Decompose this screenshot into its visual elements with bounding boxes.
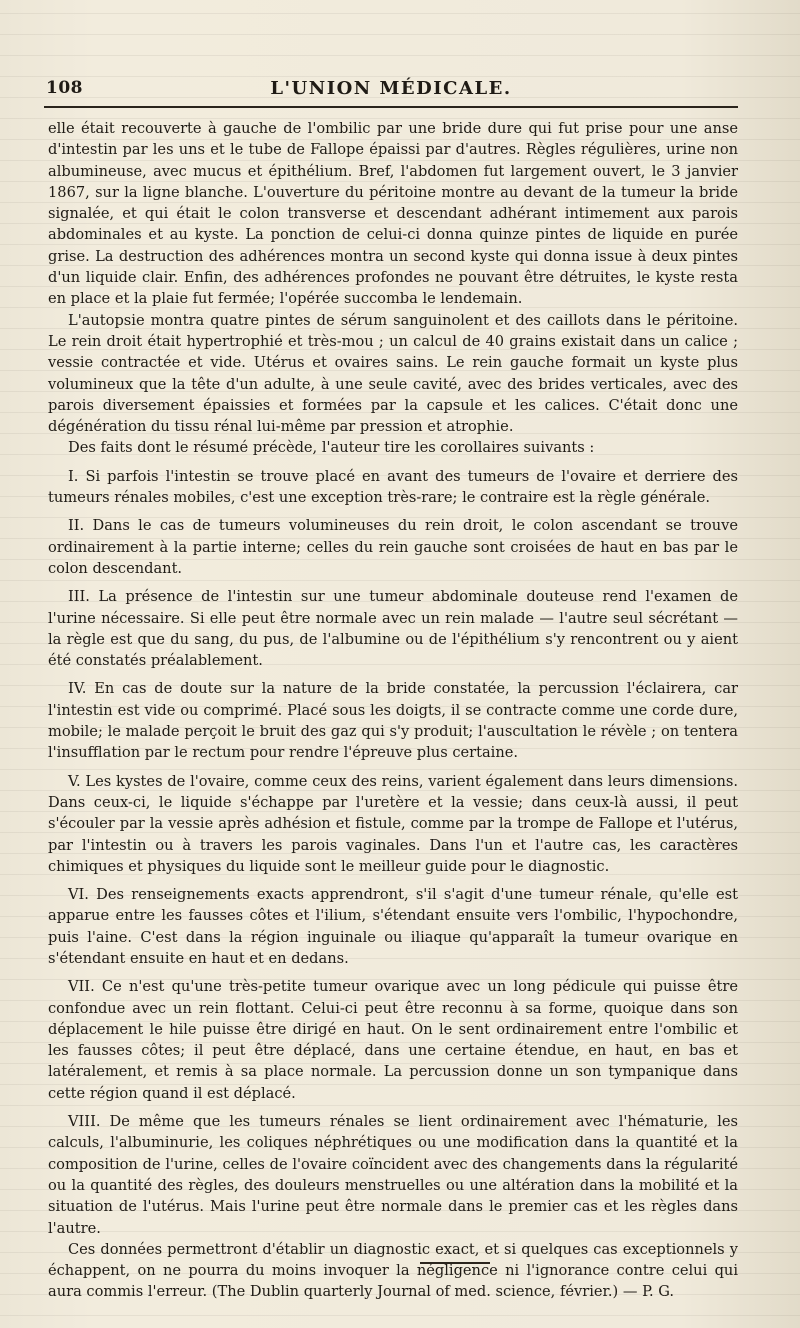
corollary-4: IV. En cas de doute sur la nature de la bride constatée, la percussion l'éclairera, car l'intestin est vide ou comprimé. Placé sous les doigts, il se contracte comme une corde dure, mobile; le malade perçoit le bruit des gaz qui s'y produit; l'auscultation le révèle ; on tentera l'insufflation par le rectum pour rendre l'épreuve plus certaine. [48,680,738,762]
running-header [44,76,738,108]
paragraph-conclusion: Ces données permettront d'établir un diagnostic exact, et si quelques cas exceptionnels y échappent, on ne pourra du moins invoquer la négligence ni l'ignorance contre celui qui aura commis l'erreur. (The Dublin quarterly Journal of med. science, février.) — P. G. [48,1240,738,1301]
paragraph-autopsy: L'autopsie montra quatre pintes de sérum sanguinolent et des caillots dans le péritoine. Le rein droit était hypertrophié et très-mou ; un calcul de 40 grains existait dans un calice ; vessie contractée et vide. Utérus et ovaires sains. Le rein gauche formait un kyste plus volumineux que la tête d'un adulte, à une seule cavité, avec des brides verticales, avec des parois diversement épaissies et formées par la capsule et les calices. C'était donc une dégénération du tissu rénal lui-même par pression et atrophie. [48,311,738,436]
corollary-2: II. Dans le cas de tumeurs volumineuses du rein droit, le colon ascendant se trouve ordinairement à la partie interne; celles du rein gauche sont croisées de haut en bas par le colon descendant. [48,517,738,577]
paragraph-case-description: elle était recouverte à gauche de l'ombilic par une bride dure qui fut prise pour une anse d'intestin par les uns et le tube de Fallope épaissi par d'autres. Règles régulières, urine non albumineuse, avec mucus et épithélium. Bref, l'abdomen fut largement ouvert, le 3 janvier 1867, sur la ligne blanche. L'ouverture du péritoine montre au devant de la tumeur la bride signalée, et qui était le colon transverse et descendant adhérant intimement aux parois abdominales et au kyste. La ponction de celui-ci donna quinze pintes de liquide en purée grise. La destruction des adhérences montra un second kyste qui donna issue à deux pintes d'un liquide clair. Enfin, des adhérences profondes ne pouvant être détruites, le kyste resta en place et la plaie fut fermée; l'opérée succomba le lendemain. [48,120,738,308]
paragraph-corollaries-intro: Des faits dont le résumé précède, l'auteur tire les corollaires suivants : [68,439,595,457]
corollary-8: VIII. De même que les tumeurs rénales se lient ordinairement avec l'hématurie, les calculs, l'albuminurie, les coliques néphrétiques ou une modification dans la quantité et la composition de l'urine, celles de l'ovaire coïncident avec des changements dans la régularité ou la quantité des règles, des douleurs menstruelles ou une altération dans la mobilité et la situation de l'utérus. Mais l'urine peut être normale dans le premier cas et les règles dans l'autre. [48,1113,738,1237]
corollary-3: III. La présence de l'intestin sur une tumeur abdominale douteuse rend l'examen de l'urine nécessaire. Si elle peut être normale avec un rein malade — l'autre seul sécrétant — la règle est que du sang, du pus, de l'albumine ou de l'épithélium s'y rencontrent ou y aient été constatés préalablement. [48,588,738,670]
article-body [48,118,738,1303]
running-title: L'UNION MÉDICALE. [270,78,512,99]
corollary-5: V. Les kystes de l'ovaire, comme ceux des reins, varient également dans leurs dimensions. Dans ceux-ci, le liquide s'échappe par l'uretère et la vessie; dans ceux-là aussi, il peut s'écouler par la vessie après adhésion et fistule, comme par la trompe de Fallope et l'utérus, par l'intestin ou à travers les parois vaginales. Dans l'un et l'autre cas, les caractères chimiques et physiques du liquide sont le meilleur guide pour le diagnostic. [48,772,738,875]
corollary-6: VI. Des renseignements exacts apprendront, s'il s'agit d'une tumeur rénale, qu'elle est apparue entre les fausses côtes et l'ilium, s'étendant ensuite vers l'ombilic, l'hypochondre, puis l'aine. C'est dans la région inguinale ou iliaque qu'apparaît la tumeur ovarique en s'étendant ensuite en haut et en dedans. [48,886,738,967]
corollary-7: VII. Ce n'est qu'une très-petite tumeur ovarique avec un long pédicule qui puisse être confondue avec un rein flottant. Celui-ci peut être reconnu à sa forme, quoique dans son déplacement le hile puisse être dirigé en haut. On le sent ordinairement entre l'ombilic et les fausses côtes; il peut être déplacé, dans une certaine étendue, en haut, en bas et latéralement, et remis à sa place normale. La percussion donne un son tympanique dans cette région quand il est déplacé. [48,978,738,1102]
corollary-1: I. Si parfois l'intestin se trouve placé en avant des tumeurs de l'ovaire et derriere des tumeurs rénales mobiles, c'est une exception très-rare; le contraire est la règle générale. [48,467,738,507]
end-rule [420,1262,490,1264]
page-number: 108 [46,78,83,98]
